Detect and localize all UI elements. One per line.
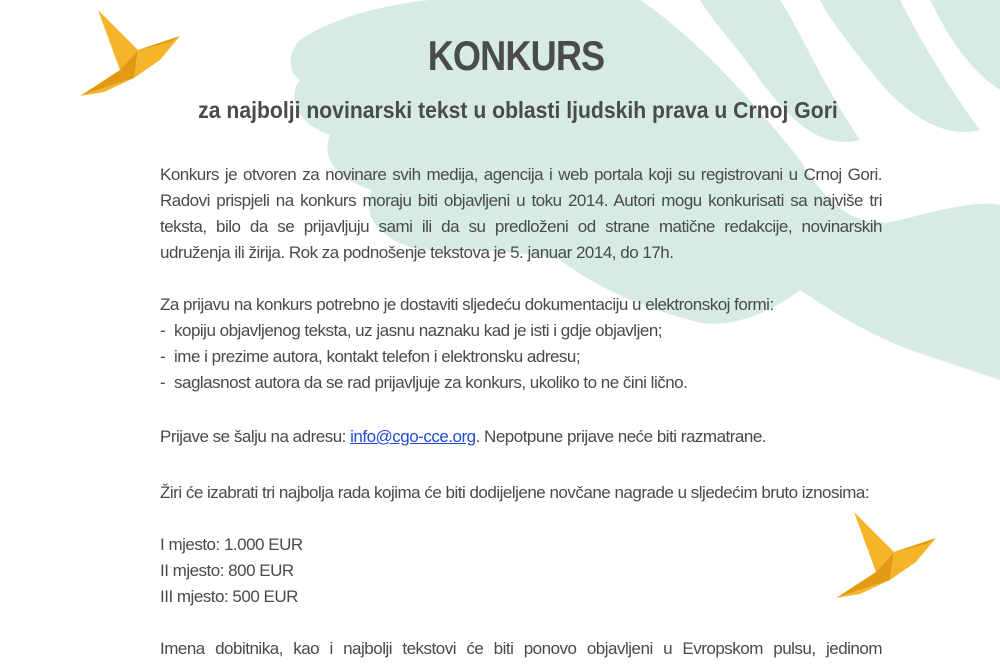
list-item: - saglasnost autora da se rad prijavljuje za konkurs, ukoliko to ne čini lično.: [160, 373, 688, 392]
prize-first: I mjesto: 1.000 EUR: [160, 535, 303, 554]
requirements-list: [160, 318, 882, 396]
contact-suffix: . Nepotpune prijave neće biti razmatrane.: [475, 427, 767, 446]
contact-paragraph: [160, 424, 882, 450]
origami-bird-icon: [832, 508, 940, 604]
jury-paragraph: Žiri će izabrati tri najbolja rada kojima će biti dodijeljene novčane nagrade u sljedećim bruto iznosima:: [160, 483, 870, 502]
page-subtitle: za najbolji novinarski tekst u oblasti ljudskih prava u Crnoj Gori: [198, 97, 838, 123]
intro-paragraph: Konkurs je otvoren za novinare svih medija, agencija i web portala koji su registrovani u Crnoj Gori. Radovi prispjeli na konkurs moraju biti objavljeni u toku 2014. Autori mogu konkurisati sa najviše tri teksta, bilo da se prijavljuju sami ili da su predloženi od strane matične redakcije, novinarskih udruženja ili žirija. Rok za podnošenje tekstova je 5. januar 2014, do 17h.: [160, 165, 882, 262]
requirements-intro: Za prijavu na konkurs potrebno je dostaviti sljedeću dokumentaciju u elektronskoj formi:: [160, 295, 774, 314]
contact-prefix: Prijave se šalju na adresu:: [160, 427, 351, 446]
email-link[interactable]: info@cgo-cce.org: [350, 427, 476, 446]
list-item: - kopiju objavljenog teksta, uz jasnu naznaku kad je isti i gdje objavljen;: [160, 321, 662, 340]
closing-paragraph: Imena dobitnika, kao i najbolji tekstovi će biti ponovo objavljeni u Evropskom pulsu, jedinom: [160, 639, 882, 658]
origami-bird-icon: [74, 6, 184, 102]
prize-second: II mjesto: 800 EUR: [160, 561, 294, 580]
page-title: KONKURS: [427, 32, 605, 79]
prize-third: III mjesto: 500 EUR: [160, 587, 298, 606]
list-item: - ime i prezime autora, kontakt telefon i elektronsku adresu;: [160, 347, 581, 366]
